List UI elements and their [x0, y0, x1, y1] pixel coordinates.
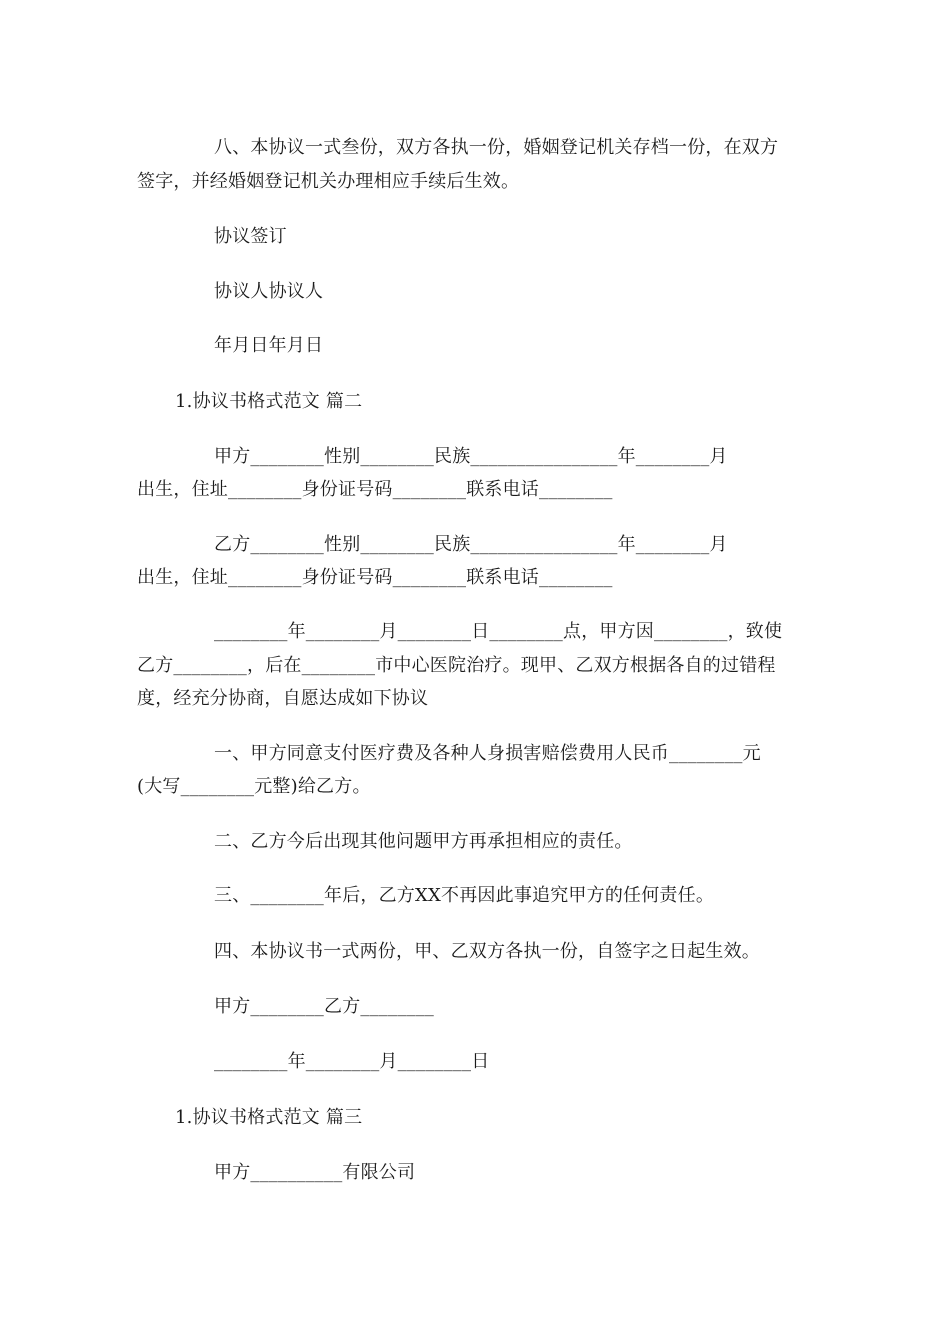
clause-3: 三、________年后，乙方XX不再因此事追究甲方的任何责任。 — [214, 885, 715, 906]
party-a-info-line-2: 出生，住址________身份证号码________联系电话________ — [137, 479, 613, 500]
section-heading-part-2: 1.协议书格式范文 篇二 — [175, 391, 363, 412]
signing-date-line: 年月日年月日 — [214, 335, 324, 356]
party-b-info-line-1: 乙方________性别________民族________________年________月 — [214, 534, 728, 555]
party-a-info-line-1: 甲方________性别________民族________________年________月 — [214, 446, 728, 467]
section-heading-part-3: 1.协议书格式范文 篇三 — [175, 1107, 363, 1128]
clause-1-line-1: 一、甲方同意支付医疗费及各种人身损害赔偿费用人民币________元 — [214, 743, 761, 764]
incident-paragraph-line-3: 度，经充分协商，自愿达成如下协议 — [137, 688, 429, 709]
date-line: ________年________月________日 — [214, 1051, 490, 1072]
party-b-info-line-2: 出生，住址________身份证号码________联系电话________ — [137, 567, 613, 588]
party-a-company-line: 甲方__________有限公司 — [214, 1162, 416, 1183]
paragraph-clause-8-line-2: 签字，并经婚姻登记机关办理相应手续后生效。 — [137, 171, 520, 192]
signature-line: 甲方________乙方________ — [214, 996, 434, 1017]
clause-1-line-2: (大写________元整)给乙方。 — [137, 776, 371, 797]
incident-paragraph-line-2: 乙方________，后在________市中心医院治疗。现甲、乙双方根据各自的过错程 — [137, 655, 776, 676]
incident-paragraph-line-1: ________年________月________日________点，甲方因________，致使 — [214, 621, 783, 642]
paragraph-clause-8-line-1: 八、本协议一式叁份，双方各执一份，婚姻登记机关存档一份，在双方 — [214, 137, 779, 158]
clause-2: 二、乙方今后出现其他问题甲方再承担相应的责任。 — [214, 831, 633, 852]
signing-heading: 协议签订 — [214, 226, 287, 247]
clause-4: 四、本协议书一式两份，甲、乙双方各执一份，自签字之日起生效。 — [214, 941, 760, 962]
signatories-line: 协议人协议人 — [214, 281, 324, 302]
